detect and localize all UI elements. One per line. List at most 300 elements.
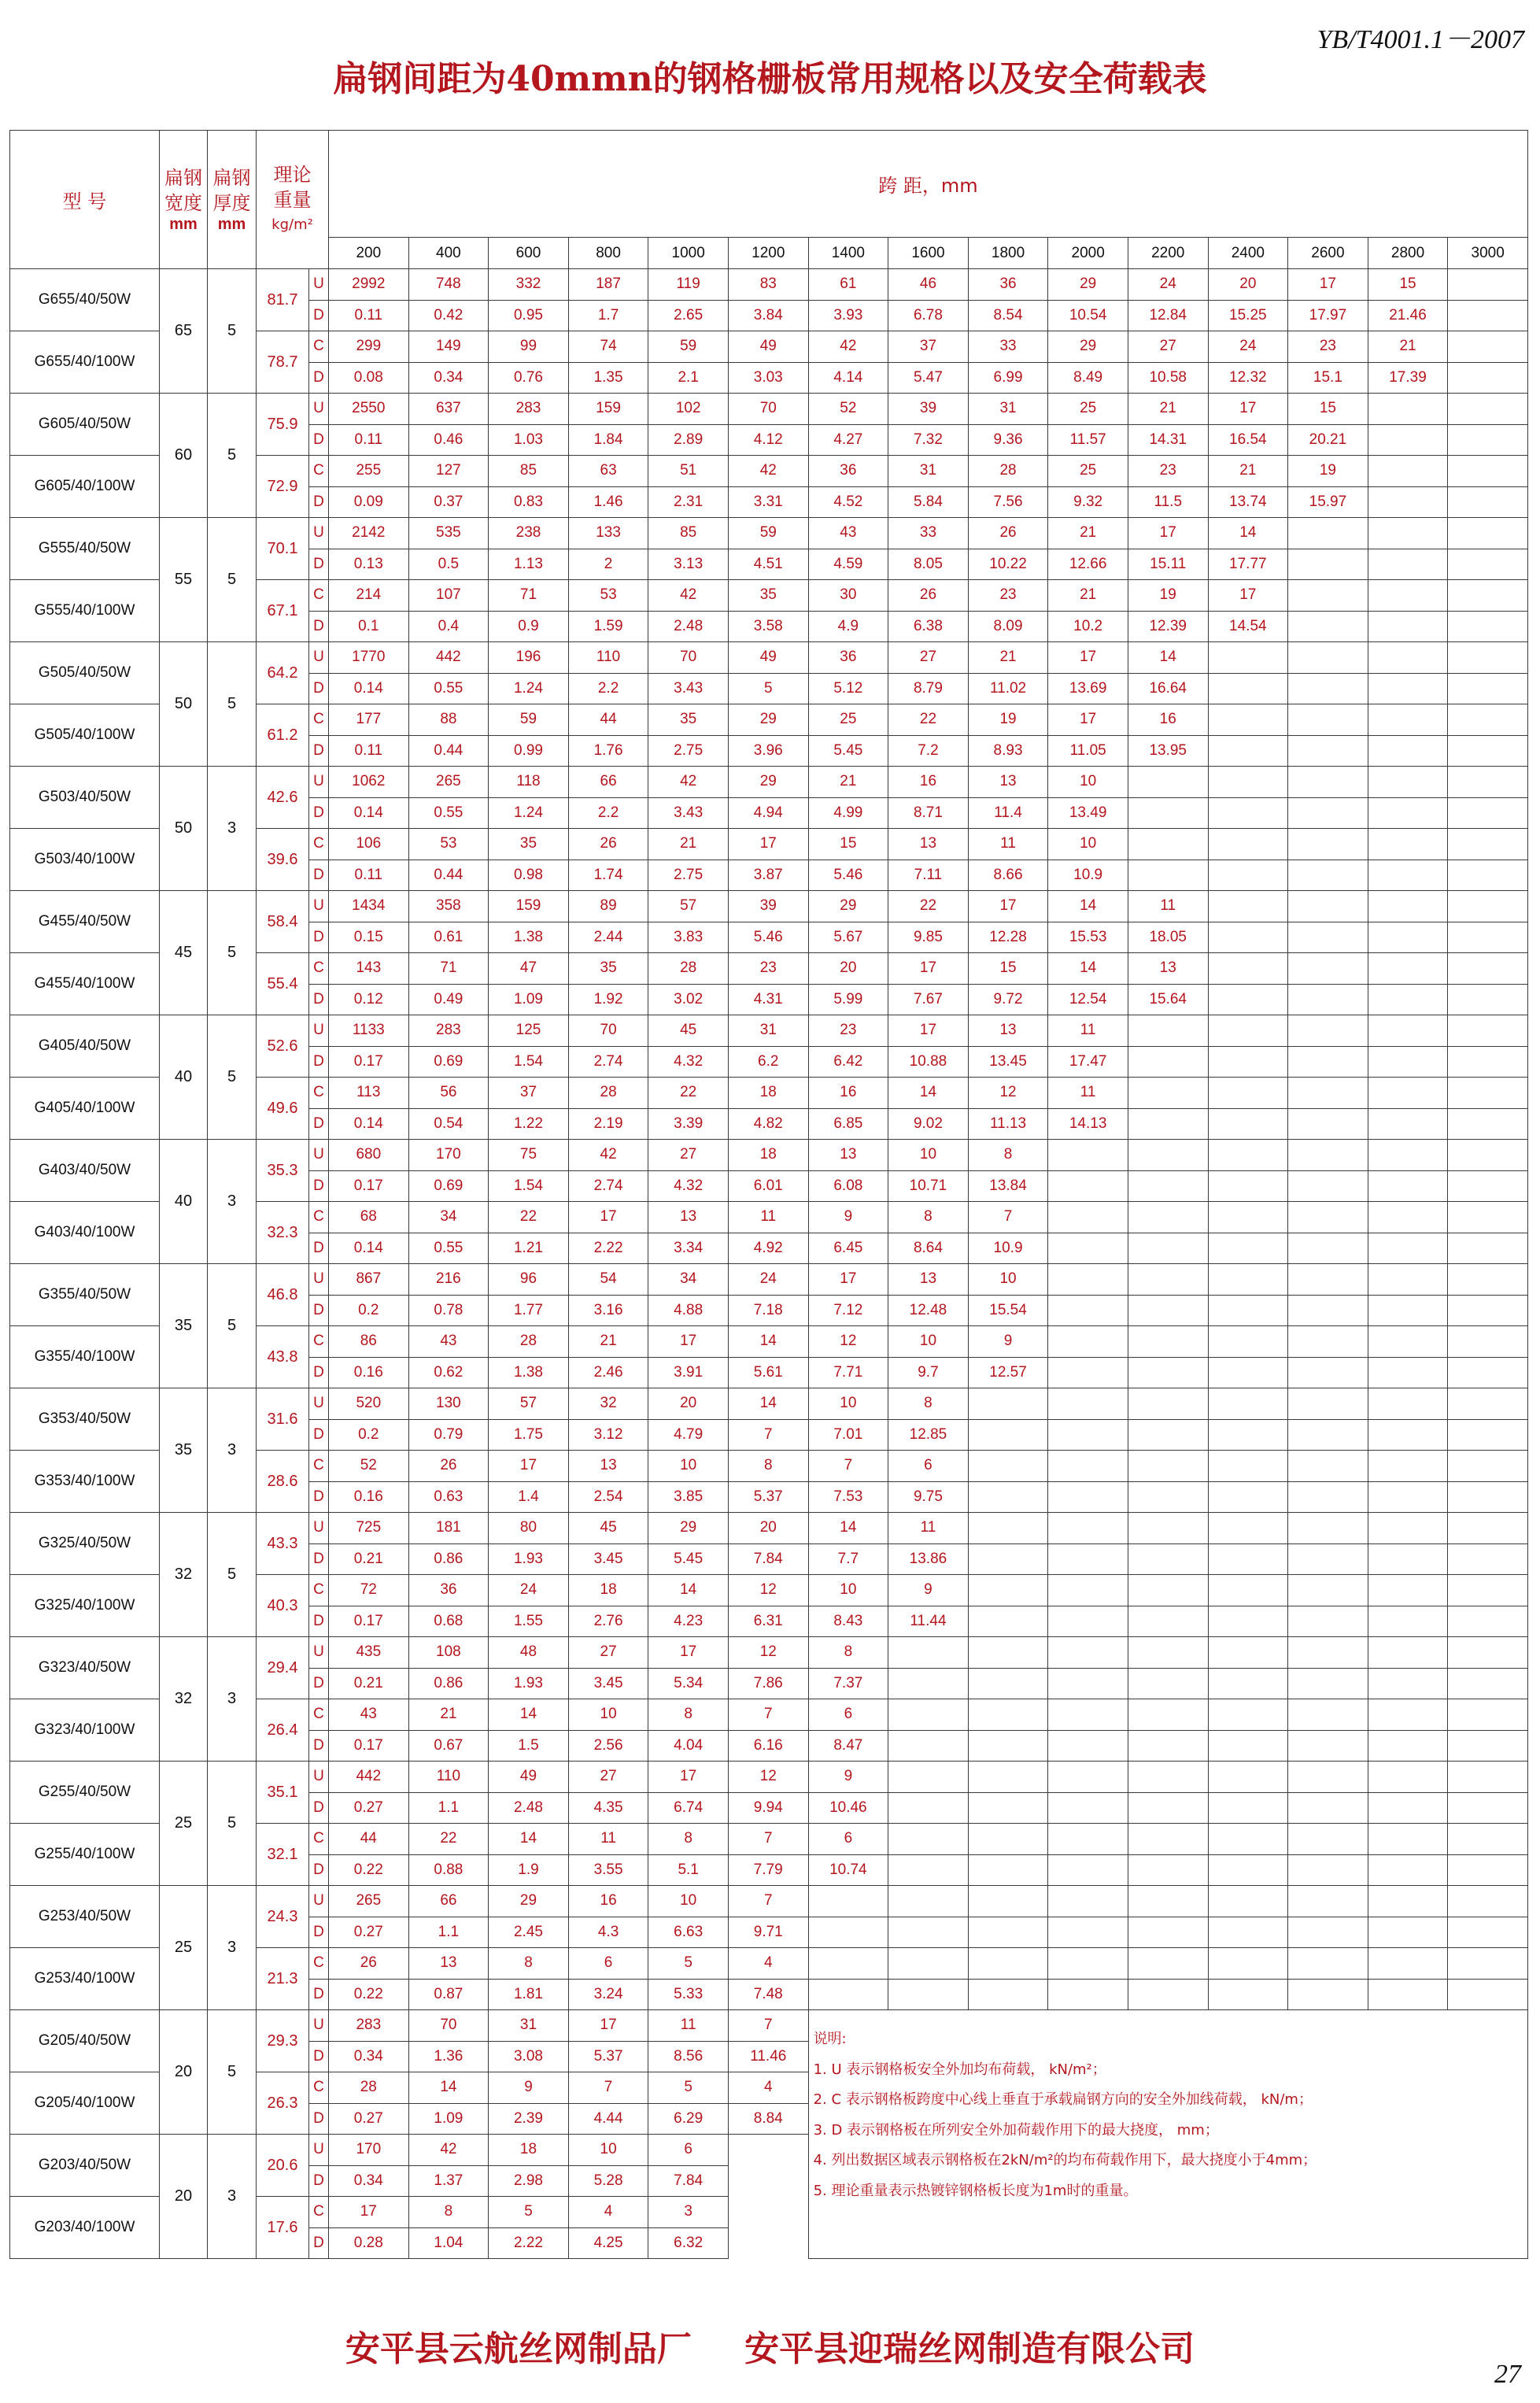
empty-cell bbox=[1128, 1543, 1208, 1575]
empty-cell bbox=[1208, 1170, 1288, 1202]
empty-cell bbox=[1048, 1513, 1128, 1544]
load-value: 33 bbox=[968, 331, 1048, 363]
load-type-label: U bbox=[309, 891, 329, 922]
empty-cell bbox=[1288, 1108, 1368, 1140]
header-span: 跨 距，mm bbox=[329, 131, 1528, 238]
load-value: 0.98 bbox=[489, 860, 569, 891]
load-value: 57 bbox=[489, 1388, 569, 1420]
load-value: 4.23 bbox=[648, 1606, 729, 1637]
span-header: 200 bbox=[329, 238, 409, 269]
load-value: 4.79 bbox=[648, 1419, 729, 1451]
company-name-1: 安平县云航丝网制品厂 bbox=[345, 2329, 692, 2369]
empty-cell bbox=[968, 1513, 1048, 1544]
empty-cell bbox=[1048, 1170, 1128, 1202]
empty-cell bbox=[968, 1824, 1048, 1855]
load-value: 1.9 bbox=[489, 1854, 569, 1886]
theoretical-weight: 78.7 bbox=[257, 331, 309, 394]
load-value: 159 bbox=[489, 891, 569, 922]
load-value: 110 bbox=[568, 642, 648, 674]
load-value: 108 bbox=[408, 1637, 489, 1669]
load-value: 3.45 bbox=[568, 1668, 648, 1699]
empty-cell bbox=[888, 1668, 969, 1699]
flat-bar-thickness: 5 bbox=[208, 891, 257, 1015]
load-type-label: U bbox=[309, 767, 329, 798]
load-value: 34 bbox=[408, 1202, 489, 1233]
load-value: 133 bbox=[568, 518, 648, 549]
load-value: 47 bbox=[489, 953, 569, 985]
theoretical-weight: 81.7 bbox=[257, 269, 309, 331]
model-name: G353/40/100W bbox=[10, 1451, 160, 1513]
load-value: 2.74 bbox=[568, 1170, 648, 1202]
empty-cell bbox=[1288, 1295, 1368, 1326]
load-value: 3.58 bbox=[728, 611, 808, 642]
empty-cell bbox=[1288, 891, 1368, 922]
load-value: 130 bbox=[408, 1388, 489, 1420]
load-value: 6.78 bbox=[888, 300, 969, 331]
load-value: 21 bbox=[1368, 331, 1448, 363]
empty-cell bbox=[1208, 953, 1288, 985]
load-type-label: U bbox=[309, 2135, 329, 2166]
header-weight: 理论重量 kg/m² bbox=[257, 131, 329, 269]
load-value: 2.48 bbox=[489, 1792, 569, 1824]
empty-cell bbox=[1368, 1108, 1448, 1140]
load-value: 113 bbox=[329, 1078, 409, 1109]
empty-cell bbox=[1368, 486, 1448, 518]
load-value: 86 bbox=[329, 1326, 409, 1358]
empty-cell bbox=[1128, 1854, 1208, 1886]
load-type-label: U bbox=[309, 394, 329, 425]
load-value: 8 bbox=[728, 1451, 808, 1482]
load-value: 10 bbox=[808, 1388, 888, 1420]
load-value: 8 bbox=[888, 1388, 969, 1420]
load-type-label: D bbox=[309, 2041, 329, 2072]
span-header: 1200 bbox=[728, 238, 808, 269]
load-value: 8.09 bbox=[968, 611, 1048, 642]
theoretical-weight: 61.2 bbox=[257, 704, 309, 767]
empty-cell bbox=[968, 1419, 1048, 1451]
load-value: 0.79 bbox=[408, 1419, 489, 1451]
empty-cell bbox=[1288, 1854, 1368, 1886]
empty-cell bbox=[968, 1699, 1048, 1731]
load-type-label: U bbox=[309, 518, 329, 549]
load-value: 2.44 bbox=[568, 922, 648, 953]
empty-cell bbox=[1208, 1543, 1288, 1575]
table-row bbox=[10, 518, 1528, 549]
empty-cell bbox=[1448, 1295, 1528, 1326]
load-value: 4.32 bbox=[648, 1046, 729, 1078]
load-value: 13 bbox=[968, 767, 1048, 798]
load-value: 0.21 bbox=[329, 1543, 409, 1575]
load-value: 44 bbox=[568, 704, 648, 736]
load-value: 1.21 bbox=[489, 1233, 569, 1264]
load-value: 0.14 bbox=[329, 673, 409, 704]
load-value: 119 bbox=[648, 269, 729, 301]
load-value: 9 bbox=[968, 1326, 1048, 1358]
empty-cell bbox=[1288, 1917, 1368, 1948]
load-value: 3.87 bbox=[728, 860, 808, 891]
load-value: 3.43 bbox=[648, 673, 729, 704]
load-value: 6.74 bbox=[648, 1792, 729, 1824]
load-value: 0.55 bbox=[408, 673, 489, 704]
load-value: 3.13 bbox=[648, 549, 729, 580]
empty-cell bbox=[1208, 1948, 1288, 1980]
empty-cell bbox=[1128, 1078, 1208, 1109]
load-value: 0.27 bbox=[329, 1917, 409, 1948]
load-table bbox=[9, 130, 1528, 2259]
load-value: 6.63 bbox=[648, 1917, 729, 1948]
load-value: 5 bbox=[648, 2072, 729, 2104]
theoretical-weight: 55.4 bbox=[257, 953, 309, 1015]
load-value: 7.2 bbox=[888, 735, 969, 767]
load-value: 6.45 bbox=[808, 1233, 888, 1264]
load-value: 0.22 bbox=[329, 1979, 409, 2010]
load-value: 680 bbox=[329, 1140, 409, 1171]
load-value: 12 bbox=[968, 1078, 1048, 1109]
empty-cell bbox=[1448, 300, 1528, 331]
load-type-label: C bbox=[309, 1451, 329, 1482]
load-value: 16 bbox=[568, 1886, 648, 1917]
empty-cell bbox=[1288, 1357, 1368, 1388]
load-value: 299 bbox=[329, 331, 409, 363]
load-value: 85 bbox=[489, 456, 569, 487]
load-value: 17 bbox=[1208, 580, 1288, 612]
load-value: 5 bbox=[648, 1948, 729, 1980]
load-value: 21.46 bbox=[1368, 300, 1448, 331]
flat-bar-thickness: 5 bbox=[208, 394, 257, 518]
load-value: 0.87 bbox=[408, 1979, 489, 2010]
load-type-label: D bbox=[309, 1357, 329, 1388]
load-type-label: U bbox=[309, 642, 329, 674]
flat-bar-thickness: 3 bbox=[208, 1388, 257, 1513]
load-value: 2992 bbox=[329, 269, 409, 301]
empty-cell bbox=[1128, 1140, 1208, 1171]
empty-cell bbox=[1368, 1357, 1448, 1388]
load-value: 14 bbox=[1208, 518, 1288, 549]
load-value: 3.85 bbox=[648, 1481, 729, 1513]
empty-cell bbox=[1368, 1979, 1448, 2010]
load-value: 3.91 bbox=[648, 1357, 729, 1388]
load-value: 10 bbox=[968, 1264, 1048, 1296]
empty-cell bbox=[968, 1543, 1048, 1575]
load-value: 28 bbox=[329, 2072, 409, 2104]
load-value: 10.71 bbox=[888, 1170, 969, 1202]
empty-cell bbox=[1128, 1699, 1208, 1731]
load-value: 71 bbox=[408, 953, 489, 985]
empty-cell bbox=[1288, 1140, 1368, 1171]
load-value: 1.22 bbox=[489, 1108, 569, 1140]
load-value: 51 bbox=[648, 456, 729, 487]
load-type-label: D bbox=[309, 1854, 329, 1886]
empty-cell bbox=[1128, 1357, 1208, 1388]
load-value: 9 bbox=[489, 2072, 569, 2104]
empty-cell bbox=[1208, 797, 1288, 829]
load-value: 14 bbox=[888, 1078, 969, 1109]
load-value: 5.84 bbox=[888, 486, 969, 518]
load-value: 2.39 bbox=[489, 2103, 569, 2135]
load-value: 170 bbox=[329, 2135, 409, 2166]
empty-cell bbox=[1208, 1046, 1288, 1078]
empty-cell bbox=[1448, 1575, 1528, 1606]
load-value: 10 bbox=[808, 1575, 888, 1606]
load-value: 21 bbox=[648, 829, 729, 860]
load-value: 5.28 bbox=[568, 2165, 648, 2197]
empty-cell bbox=[1128, 1451, 1208, 1482]
load-value: 0.22 bbox=[329, 1854, 409, 1886]
load-value: 7.86 bbox=[728, 1668, 808, 1699]
load-value: 10.2 bbox=[1048, 611, 1128, 642]
load-value: 20.21 bbox=[1288, 424, 1368, 456]
load-value: 0.49 bbox=[408, 984, 489, 1015]
load-value: 13.84 bbox=[968, 1170, 1048, 1202]
empty-cell bbox=[1448, 1886, 1528, 1917]
empty-cell bbox=[1448, 1637, 1528, 1669]
load-type-label: D bbox=[309, 424, 329, 456]
load-value: 39 bbox=[888, 394, 969, 425]
empty-cell bbox=[1208, 1792, 1288, 1824]
load-value: 8.64 bbox=[888, 1233, 969, 1264]
empty-cell bbox=[1368, 704, 1448, 736]
empty-cell bbox=[1048, 1854, 1128, 1886]
span-header: 1400 bbox=[808, 238, 888, 269]
flat-bar-width: 65 bbox=[160, 269, 208, 394]
load-value: 1.7 bbox=[568, 300, 648, 331]
load-value: 2.46 bbox=[568, 1357, 648, 1388]
load-value: 6.85 bbox=[808, 1108, 888, 1140]
load-value: 4 bbox=[728, 1948, 808, 1980]
flat-bar-width: 60 bbox=[160, 394, 208, 518]
empty-cell bbox=[1048, 1388, 1128, 1420]
load-value: 23 bbox=[1128, 456, 1208, 487]
theoretical-weight: 43.3 bbox=[257, 1513, 309, 1575]
load-value: 24 bbox=[728, 1264, 808, 1296]
empty-cell bbox=[1288, 1170, 1368, 1202]
load-value: 13 bbox=[1128, 953, 1208, 985]
load-value: 70 bbox=[408, 2010, 489, 2042]
load-value: 14.13 bbox=[1048, 1108, 1128, 1140]
empty-cell bbox=[1368, 580, 1448, 612]
theoretical-weight: 24.3 bbox=[257, 1886, 309, 1948]
load-type-label: C bbox=[309, 704, 329, 736]
empty-cell bbox=[1368, 1295, 1448, 1326]
empty-cell bbox=[1048, 1140, 1128, 1171]
load-value: 7.11 bbox=[888, 860, 969, 891]
load-value: 16.54 bbox=[1208, 424, 1288, 456]
load-value: 1.36 bbox=[408, 2041, 489, 2072]
load-value: 0.55 bbox=[408, 797, 489, 829]
empty-cell bbox=[1048, 1575, 1128, 1606]
empty-cell bbox=[1448, 1015, 1528, 1047]
page-title: 扁钢间距为40mmn的钢格栅板常用规格以及安全荷载表 bbox=[333, 59, 1207, 99]
load-value: 11 bbox=[1048, 1015, 1128, 1047]
load-value: 0.21 bbox=[329, 1668, 409, 1699]
load-value: 3.12 bbox=[568, 1419, 648, 1451]
load-value: 28 bbox=[968, 456, 1048, 487]
load-value: 14 bbox=[808, 1513, 888, 1544]
empty-cell bbox=[1368, 1637, 1448, 1669]
load-value: 4.04 bbox=[648, 1730, 729, 1762]
load-value: 14 bbox=[648, 1575, 729, 1606]
load-value: 68 bbox=[329, 1202, 409, 1233]
load-value: 4 bbox=[568, 2197, 648, 2228]
load-value: 42 bbox=[408, 2135, 489, 2166]
flat-bar-width: 32 bbox=[160, 1637, 208, 1762]
load-type-label: D bbox=[309, 922, 329, 953]
load-value: 13.95 bbox=[1128, 735, 1208, 767]
load-value: 5.99 bbox=[808, 984, 888, 1015]
load-value: 18 bbox=[568, 1575, 648, 1606]
load-value: 85 bbox=[648, 518, 729, 549]
load-value: 3.55 bbox=[568, 1854, 648, 1886]
empty-cell bbox=[1208, 1233, 1288, 1264]
load-value: 53 bbox=[568, 580, 648, 612]
load-value: 3.03 bbox=[728, 362, 808, 394]
load-value: 20 bbox=[808, 953, 888, 985]
empty-cell bbox=[1208, 1295, 1288, 1326]
model-name: G605/40/50W bbox=[10, 394, 160, 456]
load-value: 31 bbox=[728, 1015, 808, 1047]
empty-cell bbox=[1448, 1046, 1528, 1078]
empty-cell bbox=[888, 1979, 969, 2010]
flat-bar-thickness: 5 bbox=[208, 2010, 257, 2135]
empty-cell bbox=[1208, 1730, 1288, 1762]
load-value: 3.83 bbox=[648, 922, 729, 953]
load-value: 27 bbox=[888, 642, 969, 674]
theoretical-weight: 32.1 bbox=[257, 1824, 309, 1886]
load-type-label: C bbox=[309, 829, 329, 860]
load-value: 9 bbox=[888, 1575, 969, 1606]
empty-cell bbox=[968, 1481, 1048, 1513]
load-type-label: D bbox=[309, 1917, 329, 1948]
theoretical-weight: 21.3 bbox=[257, 1948, 309, 2010]
load-value: 2.1 bbox=[648, 362, 729, 394]
load-value: 88 bbox=[408, 704, 489, 736]
empty-cell bbox=[1208, 1917, 1288, 1948]
load-value: 196 bbox=[489, 642, 569, 674]
empty-cell bbox=[1448, 1948, 1528, 1980]
load-value: 0.78 bbox=[408, 1295, 489, 1326]
empty-cell bbox=[888, 1824, 969, 1855]
load-value: 14 bbox=[408, 2072, 489, 2104]
empty-cell bbox=[1128, 1917, 1208, 1948]
load-value: 13.49 bbox=[1048, 797, 1128, 829]
load-value: 57 bbox=[648, 891, 729, 922]
load-value: 9.72 bbox=[968, 984, 1048, 1015]
empty-cell bbox=[1048, 1886, 1128, 1917]
empty-cell bbox=[1448, 1699, 1528, 1731]
load-value: 39 bbox=[728, 891, 808, 922]
load-value: 2.31 bbox=[648, 486, 729, 518]
flat-bar-width: 35 bbox=[160, 1264, 208, 1388]
load-value: 1770 bbox=[329, 642, 409, 674]
flat-bar-width: 50 bbox=[160, 642, 208, 767]
load-value: 8.66 bbox=[968, 860, 1048, 891]
load-value: 7.32 bbox=[888, 424, 969, 456]
empty-cell bbox=[1368, 953, 1448, 985]
model-name: G403/40/50W bbox=[10, 1140, 160, 1202]
load-value: 6.38 bbox=[888, 611, 969, 642]
empty-cell bbox=[1368, 1668, 1448, 1699]
load-value: 0.83 bbox=[489, 486, 569, 518]
empty-cell bbox=[1128, 1730, 1208, 1762]
load-value: 0.61 bbox=[408, 922, 489, 953]
load-value: 12.48 bbox=[888, 1295, 969, 1326]
empty-cell bbox=[1128, 1264, 1208, 1296]
empty-cell bbox=[1128, 1326, 1208, 1358]
load-value: 11.44 bbox=[888, 1606, 969, 1637]
load-value: 31 bbox=[489, 2010, 569, 2042]
load-value: 2 bbox=[568, 549, 648, 580]
empty-cell bbox=[808, 1979, 888, 2010]
load-value: 12.85 bbox=[888, 1419, 969, 1451]
empty-cell bbox=[1208, 1419, 1288, 1451]
load-value: 8 bbox=[808, 1637, 888, 1669]
load-value: 11.05 bbox=[1048, 735, 1128, 767]
load-value: 127 bbox=[408, 456, 489, 487]
empty-cell bbox=[1448, 394, 1528, 425]
load-value: 17 bbox=[1128, 518, 1208, 549]
empty-cell bbox=[1448, 456, 1528, 487]
load-type-label: D bbox=[309, 1668, 329, 1699]
load-value: 17 bbox=[888, 1015, 969, 1047]
load-value: 0.54 bbox=[408, 1108, 489, 1140]
empty-cell bbox=[1368, 1886, 1448, 1917]
model-name: G355/40/100W bbox=[10, 1326, 160, 1388]
load-value: 34 bbox=[648, 1264, 729, 1296]
empty-cell bbox=[1368, 1170, 1448, 1202]
empty-cell bbox=[1448, 1668, 1528, 1699]
load-value: 8.79 bbox=[888, 673, 969, 704]
empty-cell bbox=[1368, 1824, 1448, 1855]
load-value: 44 bbox=[329, 1824, 409, 1855]
empty-cell bbox=[1448, 767, 1528, 798]
empty-cell bbox=[1368, 891, 1448, 922]
load-value: 2142 bbox=[329, 518, 409, 549]
load-value: 11.13 bbox=[968, 1108, 1048, 1140]
load-value: 15 bbox=[808, 829, 888, 860]
load-value: 1.76 bbox=[568, 735, 648, 767]
load-value: 8.43 bbox=[808, 1606, 888, 1637]
load-type-label: C bbox=[309, 1948, 329, 1980]
load-value: 0.1 bbox=[329, 611, 409, 642]
load-value: 1.81 bbox=[489, 1979, 569, 2010]
load-value: 10.22 bbox=[968, 549, 1048, 580]
load-value: 17 bbox=[1208, 394, 1288, 425]
load-value: 42 bbox=[568, 1140, 648, 1171]
span-header: 2800 bbox=[1368, 238, 1448, 269]
load-value: 14 bbox=[489, 1824, 569, 1855]
theoretical-weight: 40.3 bbox=[257, 1575, 309, 1637]
load-value: 8.56 bbox=[648, 2041, 729, 2072]
table-row bbox=[10, 891, 1528, 922]
model-name: G255/40/50W bbox=[10, 1762, 160, 1824]
empty-cell bbox=[1368, 456, 1448, 487]
empty-cell bbox=[1368, 1792, 1448, 1824]
load-value: 11.5 bbox=[1128, 486, 1208, 518]
load-value: 14 bbox=[728, 1388, 808, 1420]
load-value: 17 bbox=[1048, 642, 1128, 674]
empty-cell bbox=[1048, 1357, 1128, 1388]
load-value: 4 bbox=[728, 2072, 808, 2104]
empty-cell bbox=[1208, 1078, 1288, 1109]
load-value: 0.86 bbox=[408, 1543, 489, 1575]
load-value: 442 bbox=[408, 642, 489, 674]
load-value: 5.45 bbox=[648, 1543, 729, 1575]
load-value: 17.77 bbox=[1208, 549, 1288, 580]
load-value: 25 bbox=[1048, 394, 1128, 425]
load-type-label: D bbox=[309, 673, 329, 704]
empty-cell bbox=[1368, 1513, 1448, 1544]
theoretical-weight: 58.4 bbox=[257, 891, 309, 953]
